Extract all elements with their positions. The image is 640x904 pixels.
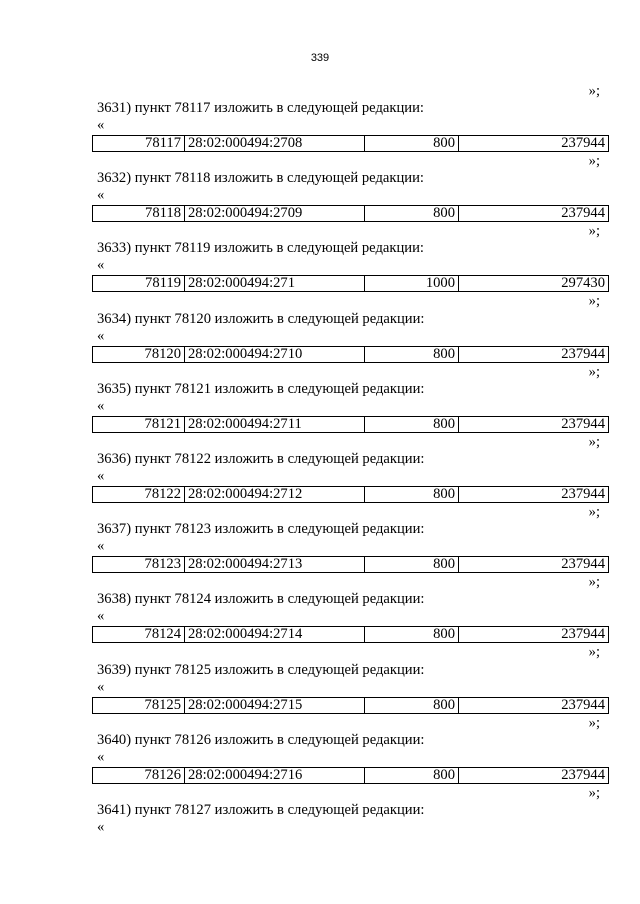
value-cell: 237944 [561,416,605,432]
value-cell: 237944 [561,206,605,222]
table-row [92,275,609,292]
open-quote: « [97,608,105,625]
item-number-cell: 78124 [93,627,185,642]
amendment-instruction: 3633) пункт 78119 изложить в следующей редакции: [97,240,424,257]
item-number-cell: 78119 [93,276,185,291]
cadastral-number-cell: 28:02:000494:2708 [185,136,365,151]
amendment-instruction: 3641) пункт 78127 изложить в следующей редакции: [97,801,425,818]
value-cell: 237944 [561,697,605,713]
open-quote: « [97,538,105,555]
value-cell: 237944 [561,486,605,502]
amendment-instruction: 3637) пункт 78123 изложить в следующей редакции: [97,521,425,538]
closing-quote: »; [588,223,600,240]
amendment-item [0,381,640,451]
page-number: 339 [310,52,330,64]
cadastral-number-cell: 28:02:000494:2709 [185,206,365,221]
amendment-instruction: 3631) пункт 78117 изложить в следующей редакции: [97,100,424,116]
amendment-instruction: 3635) пункт 78121 изложить в следующей редакции: [97,380,425,397]
open-quote: « [97,117,105,133]
amendment-item [0,591,640,661]
closing-quote: »; [588,293,600,310]
value-cell: 237944 [561,557,605,573]
open-quote: « [97,327,105,344]
value-cell: 297430 [561,276,605,292]
table-row [92,486,609,503]
open-quote: « [97,818,105,835]
closing-quote: »; [588,363,600,380]
area-cell: 800 [365,487,459,502]
open-quote: « [97,397,105,414]
value-cell: 237944 [561,627,605,643]
cadastral-number-cell: 28:02:000494:2710 [185,347,365,362]
amendment-instruction: 3634) пункт 78120 изложить в следующей редакции: [97,310,425,327]
amendment-instruction: 3639) пункт 78125 изложить в следующей редакции: [97,661,425,678]
amendment-instruction: 3632) пункт 78118 изложить в следующей редакции: [97,170,424,187]
open-quote: « [97,748,105,765]
amendment-item [0,100,640,170]
item-number-cell: 78121 [93,417,185,432]
closing-quote: »; [588,153,600,169]
cadastral-number-cell: 28:02:000494:2715 [185,698,365,713]
table-row [92,626,609,643]
item-number-cell: 78118 [93,206,185,221]
table-row [92,416,609,433]
cadastral-number-cell: 28:02:000494:2716 [185,768,365,783]
closing-quote: »; [588,433,600,450]
value-cell: 237944 [561,136,605,151]
table-row [92,556,609,573]
open-quote: « [97,187,105,204]
open-quote: « [97,678,105,695]
amendment-item [0,521,640,591]
closing-quote: »; [588,644,600,661]
amendment-item [0,170,640,240]
area-cell: 800 [365,768,459,783]
value-cell: 237944 [561,767,605,783]
area-cell: 800 [365,206,459,221]
item-number-cell: 78117 [93,136,185,151]
cadastral-number-cell: 28:02:000494:2712 [185,487,365,502]
table-row [92,697,609,714]
area-cell: 800 [365,557,459,572]
item-number-cell: 78126 [93,768,185,783]
area-cell: 1000 [365,276,459,291]
cadastral-number-cell: 28:02:000494:2713 [185,557,365,572]
amendment-instruction: 3640) пункт 78126 изложить в следующей редакции: [97,731,425,748]
closing-quote: »; [588,784,600,801]
cadastral-number-cell: 28:02:000494:271 [185,276,365,291]
cadastral-number-cell: 28:02:000494:2711 [185,417,365,432]
item-number-cell: 78120 [93,347,185,362]
table-row [92,135,609,152]
document-body [0,100,640,872]
closing-quote: »; [588,574,600,591]
amendment-item [0,311,640,381]
area-cell: 800 [365,136,459,151]
area-cell: 800 [365,698,459,713]
closing-quote: »; [588,83,600,99]
item-number-cell: 78125 [93,698,185,713]
table-row [92,346,609,363]
area-cell: 800 [365,627,459,642]
open-quote: « [97,257,105,274]
amendment-instruction: 3636) пункт 78122 изложить в следующей редакции: [97,450,425,467]
closing-quote: »; [588,714,600,731]
amendment-item [0,240,640,310]
closing-quote: »; [588,503,600,520]
item-number-cell: 78122 [93,487,185,502]
amendment-item [0,451,640,521]
table-row [92,205,609,222]
area-cell: 800 [365,347,459,362]
amendment-item [0,662,640,732]
open-quote: « [97,467,105,484]
table-row [92,767,609,784]
value-cell: 237944 [561,346,605,362]
area-cell: 800 [365,417,459,432]
item-number-cell: 78123 [93,557,185,572]
amendment-instruction: 3638) пункт 78124 изложить в следующей редакции: [97,591,425,608]
amendment-item [0,732,640,802]
amendment-item [0,802,640,872]
cadastral-number-cell: 28:02:000494:2714 [185,627,365,642]
